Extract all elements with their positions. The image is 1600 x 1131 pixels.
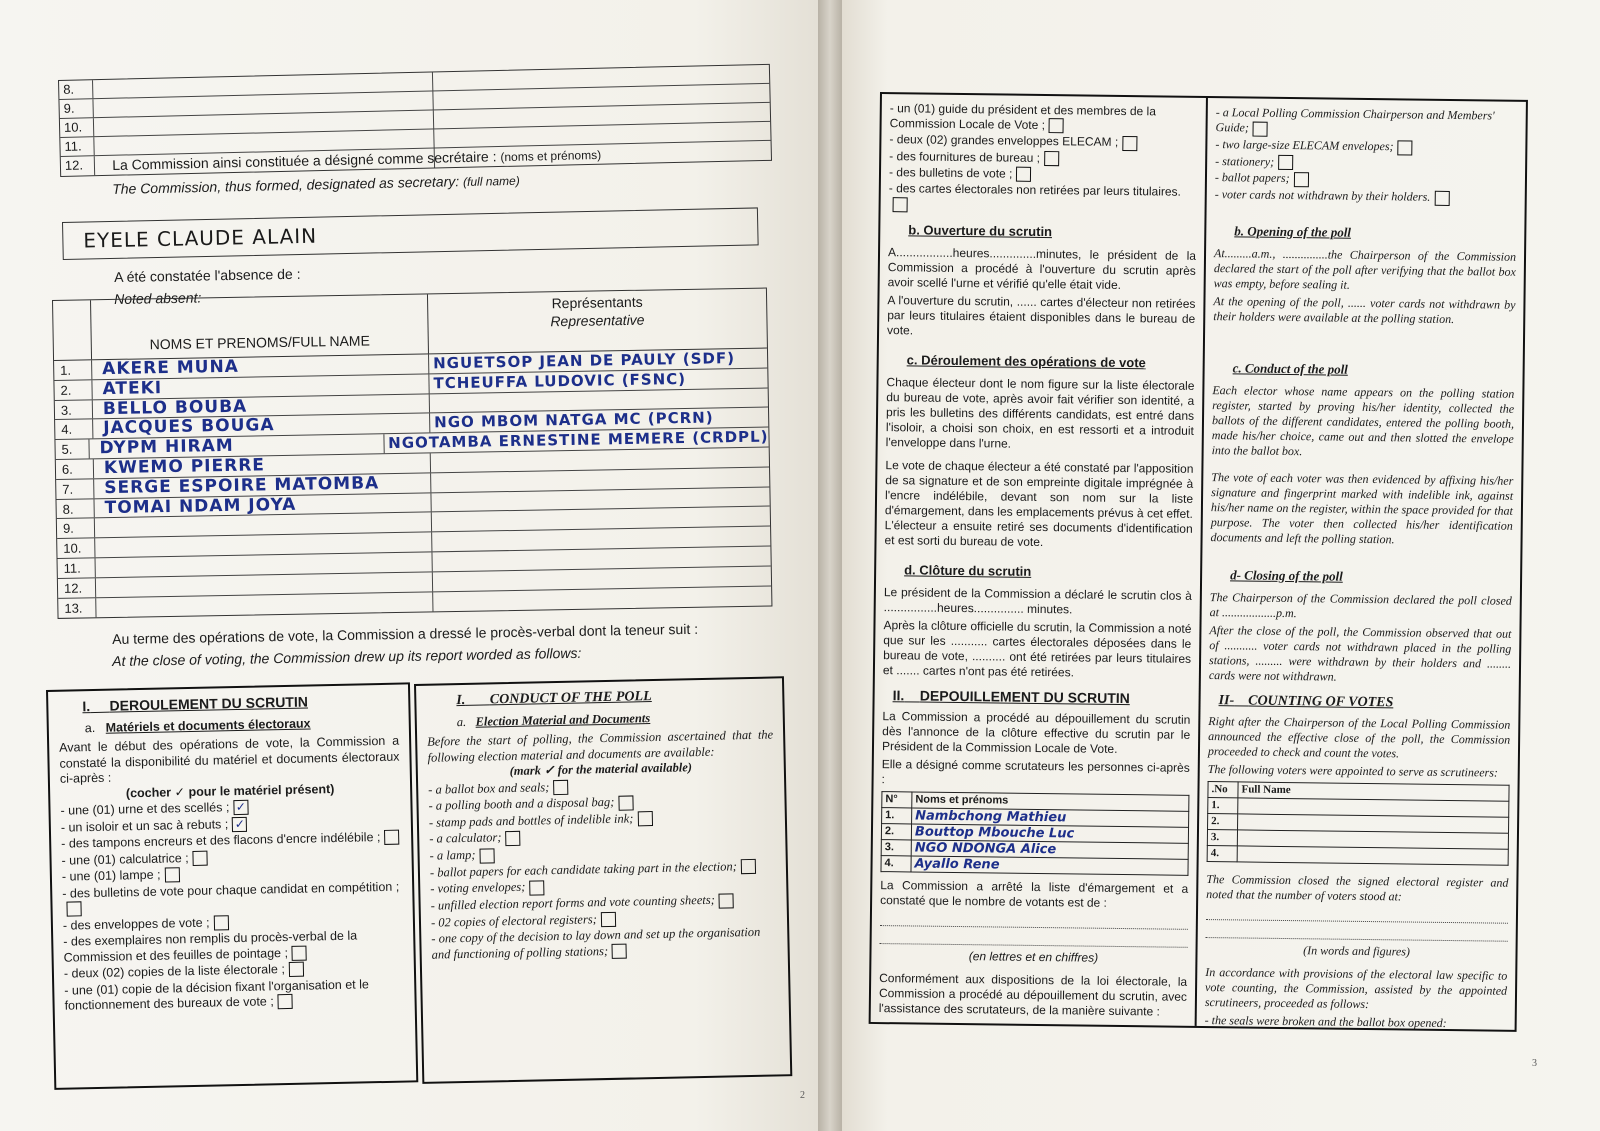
section-title-fr: I. DEROULEMENT DU SCRUTIN	[82, 693, 309, 715]
row-number: 11.	[60, 137, 94, 156]
right-page	[842, 0, 1600, 1131]
material-item-label: - a Local Polling Commission Chairperson and Members' Guide;	[1215, 105, 1495, 135]
opening-p1-en: At.........a.m., ...............the Chairperson of the Commission declared the start of the poll after verifying that the ballot box was empty, before sealing it.	[1213, 245, 1517, 292]
material-checkbox[interactable]	[289, 962, 304, 977]
scr-head-num-en: .No	[1208, 781, 1238, 797]
scrutineer-name: Bouttop Mbouche Luc	[911, 824, 1188, 843]
absent-name: DYPM HIRAM	[89, 434, 384, 458]
counting-p3-fr: La Commission a arrêté la liste d'émargement et a constaté que le nombre de votants est de :	[880, 877, 1189, 910]
row-number: 8.	[59, 80, 93, 99]
closing-title-fr: d. Clôture du scrutin	[904, 561, 1032, 579]
closing-title-en: d- Closing of the poll	[1230, 567, 1343, 584]
scrutineer-name: Nambchong Mathieu	[912, 808, 1189, 827]
secretary-label-fr: La Commission ainsi constituée a désigné comme secrétaire : (noms et prénoms)	[112, 147, 602, 173]
counting-p4-fr: Conformément aux dispositions de la loi électorale, la Commission a procédé au dépouillement du scrutin, avec l'assistance des scrutateurs, de la manière suivante :	[878, 970, 1188, 1019]
right-column-fr	[871, 94, 1208, 1026]
material-item-label: - voting envelopes;	[430, 879, 526, 896]
row-number: 12.	[61, 156, 95, 176]
absent-row-number: 11.	[58, 558, 96, 577]
absent-row-number: 8.	[56, 499, 94, 518]
absent-name: SERGE ESPOIRE MATOMBA	[94, 473, 431, 498]
report-intro-en: At the close of voting, the Commission drew up its report worded as follows:	[112, 644, 582, 669]
scrutineer-number: 1.	[882, 807, 912, 823]
material-checkbox[interactable]: ✓	[232, 817, 247, 832]
material-item-label: - two large-size ELECAM envelopes;	[1215, 136, 1394, 154]
voting-p1-fr: Chaque électeur dont le nom figure sur la liste électorale du bureau de vote, après avoir fait vérifier son identité, a pris les bulletins des différents candidats, est entré dans l'isoloir, a choisi son choix, en est ressorti et a introduit l'enveloppe dans l'urne.	[885, 374, 1195, 451]
material-item-label: - des enveloppes de vote ;	[62, 915, 210, 933]
scrutineer-row	[1207, 845, 1508, 865]
absent-representative: NGUETSOP JEAN DE PAULY (SDF)	[433, 349, 736, 373]
material-item	[889, 181, 1197, 215]
absent-row-number: 4.	[55, 420, 93, 439]
absent-name: AKERE MUNA	[92, 354, 429, 379]
opening-p2-en: At the opening of the poll, ...... voter cards not withdrawn by their holders were available at the polling station.	[1213, 293, 1516, 326]
material-checkbox[interactable]	[1122, 136, 1137, 151]
material-item-label: - a polling booth and a disposal bag;	[428, 794, 615, 813]
material-item-label: - des cartes électorales non retirées par leurs titulaires.	[888, 181, 1182, 199]
material-item-label: - une (01) lampe ;	[61, 867, 161, 884]
absent-representative: NGO MBOM NATGA MC (PCRN)	[434, 408, 714, 432]
material-checkbox[interactable]	[1397, 140, 1412, 155]
material-checkbox[interactable]	[164, 867, 179, 882]
scrutineer-row	[881, 855, 1188, 875]
material-item-label: - deux (02) grandes enveloppes ELECAM ;	[889, 132, 1119, 150]
absent-name: KWEMO PIERRE	[94, 453, 431, 478]
scr-head-num-fr: N°	[882, 791, 912, 807]
absent-label-fr: A été constatée l'absence de :	[114, 265, 301, 285]
counting-p2-fr: Elle a désigné comme scrutateurs les personnes ci-après :	[881, 756, 1190, 786]
material-item-label: - ballot papers for each candidate taking part in the election;	[429, 858, 737, 880]
material-item-label: - stationery;	[1215, 153, 1275, 169]
scrutineer-number: 1.	[1208, 797, 1238, 813]
right-column-en	[1197, 98, 1526, 1030]
header-full-name: NOMS ET PRENOMS/FULL NAME	[91, 294, 429, 359]
section-conduct-fr	[46, 682, 418, 1090]
subsection-title-fr: a. Matériels et documents électoraux	[84, 715, 311, 735]
subsection-title-en: a. Election Material and Documents	[456, 710, 651, 729]
materials-intro-fr: Avant le début des opérations de vote, la Commission a constaté la disponibilité du matériel et documents électoraux ci-après :	[59, 733, 400, 786]
row-number: 10.	[60, 118, 94, 137]
book-gutter	[818, 0, 842, 1131]
material-item-label: - des tampons encreurs et des flacons d'encre indélébile ;	[61, 830, 381, 851]
material-checkbox[interactable]	[529, 880, 544, 895]
absent-representative: TCHEUFFA LUDOVIC (FSNC)	[433, 369, 687, 393]
opening-title-fr: b. Ouverture du scrutin	[908, 221, 1053, 239]
material-checkbox[interactable]	[1278, 155, 1293, 170]
material-item	[431, 925, 778, 963]
opening-p2-fr: A l'ouverture du scrutin, ...... cartes d'électeur non retirées par leurs titulaires étaient disponibles dans le bureau de vote.	[887, 292, 1196, 338]
material-checkbox[interactable]	[553, 780, 568, 795]
secretary-name: EYELE CLAUDE ALAIN	[83, 223, 318, 253]
material-checkbox[interactable]	[741, 859, 756, 874]
counting-p2-en: The following voters were appointed to serve as scrutineers:	[1207, 761, 1499, 780]
material-checkbox[interactable]	[384, 830, 399, 845]
absent-row-number: 9.	[57, 519, 95, 538]
conduct-title-en: c. Conduct of the poll	[1232, 360, 1348, 377]
material-item-label: - un isoloir et un sac à rebuts ;	[60, 816, 229, 835]
scrutineer-number: 2.	[1208, 813, 1238, 829]
counting-title-en: II- COUNTING OF VOTES	[1218, 692, 1394, 711]
row-number: 9.	[59, 99, 93, 118]
material-checkbox[interactable]	[1044, 151, 1059, 166]
material-item-label: - a lamp;	[429, 847, 476, 863]
page-number-right: 3	[1532, 1058, 1537, 1069]
absent-row-number: 5.	[55, 440, 89, 459]
material-item	[1215, 187, 1517, 206]
absent-representative: NGOTAMBA ERNESTINE MEMERE (CRDPL)	[388, 427, 769, 453]
counting-p5-en: - the seals were broken and the ballot box opened:	[1204, 1012, 1447, 1030]
material-item	[1215, 105, 1517, 139]
header-representative: Représentants Representative	[550, 293, 645, 330]
material-checkbox[interactable]	[66, 902, 81, 917]
material-checkbox[interactable]	[1434, 191, 1449, 206]
counting-p3-en: The Commission closed the signed electoral register and noted that the number of voters stood at:	[1206, 871, 1509, 904]
absent-row-number: 13.	[58, 598, 96, 618]
absent-table	[52, 288, 772, 620]
material-item-label: - des bulletins de vote ;	[888, 165, 1013, 181]
material-item-label: - unfilled election report forms and vote counting sheets;	[430, 892, 715, 913]
material-item-label: - un (01) guide du président et des membres de la Commission Locale de Vote ;	[889, 101, 1157, 133]
material-item-label: - a ballot box and seals;	[428, 779, 550, 797]
material-item	[890, 101, 1198, 135]
conduct-p1-en: Each elector whose name appears on the polling station register, started by proving his/her identity, collected the ballots of the different candidates, entered the polling booth, made his/her choice, came out and then slotted the envelope into the ballot box.	[1211, 382, 1515, 458]
material-checkbox[interactable]	[292, 945, 307, 960]
absent-row-number: 3.	[55, 400, 93, 419]
opening-p1-fr: A.................heures..............minutes, le président de la Commission a procédé à l'ouverture du scrutin après avoir scellé l'urne et vérifié qu'elle était vide.	[887, 244, 1197, 292]
absent-name: JACQUES BOUGA	[93, 414, 430, 439]
counting-p1-fr: La Commission a procédé au dépouillement du scrutin dès l'annonce de la clôture effective du scrutin par le Président de la Commission Locale de Vote.	[881, 708, 1191, 756]
material-item-label: - stamp pads and bottles of indelible ink;	[428, 811, 634, 830]
absent-label-en: Noted absent:	[114, 289, 202, 307]
conduct-p2-en: The vote of each voter was then evidenced by affixing his/her signature and fingerprint marked with indelible ink, against his/her name on the register, within the space provided for that purpose. The voter then collected his/her identification documents and left the polling station.	[1210, 469, 1514, 547]
counting-p4-en: In accordance with provisions of the electoral law specific to vote counting, the Commission, assisted by the appointed scrutineers, proceeded as follows:	[1204, 964, 1508, 1011]
absent-row-number: 7.	[56, 479, 94, 498]
material-checkbox[interactable]	[505, 831, 520, 846]
words-figures-en: (In words and figures)	[1303, 942, 1411, 959]
scrutineer-number: 4.	[1207, 845, 1237, 861]
secretary-label-en: The Commission, thus formed, designated as secretary: (full name)	[112, 173, 520, 197]
material-checkbox[interactable]	[278, 994, 293, 1009]
material-item-label: - deux (02) copies de la liste électorale ;	[63, 962, 285, 981]
closing-p2-en: After the close of the poll, the Commission observed that out of ........... voter cards not withdrawn placed in the polling stations, ......... were withdrawn by their holders and ........ cards were not withdrawn.	[1208, 622, 1512, 684]
material-item-label: - des exemplaires non remplis du procès-verbal de la Commission et des feuilles de pointage ;	[63, 928, 358, 965]
scrutineer-number: 4.	[881, 855, 911, 871]
material-checkbox[interactable]	[1049, 118, 1064, 133]
counting-p1-en: Right after the Chairperson of the Local Polling Commission announced the effective close of the poll, the Commission proceeded to check and count the votes.	[1207, 713, 1511, 761]
material-checkbox[interactable]	[893, 197, 908, 212]
material-item-label: - une (01) calculatrice ;	[61, 850, 189, 868]
material-checkbox[interactable]	[618, 795, 633, 810]
scrutineer-number: 2.	[881, 823, 911, 839]
scrutineer-table-fr	[880, 791, 1189, 876]
absent-row-number: 2.	[54, 380, 92, 399]
material-checkbox[interactable]	[1294, 172, 1309, 187]
scrutineer-name: NGO NDONGA Alice	[911, 840, 1188, 859]
materials-intro-en: Before the start of polling, the Commission ascertained that the following election material and documents are available:	[427, 727, 774, 765]
absent-row-number: 1.	[54, 360, 92, 379]
counting-title-fr: II. DEPOUILLEMENT DU SCRUTIN	[892, 686, 1130, 706]
section-title-en: I. CONDUCT OF THE POLL	[456, 689, 652, 709]
voting-title-fr: c. Déroulement des opérations de vote	[906, 351, 1146, 370]
material-checkbox[interactable]	[1016, 167, 1031, 182]
material-item-label: - des bulletins de vote pour chaque candidat en compétition ;	[62, 879, 400, 901]
material-checkbox[interactable]	[1253, 121, 1268, 136]
voting-p2-fr: Le vote de chaque électeur a été constaté par l'apposition de sa signature et de son empreinte digitale imprégnée à l'encre indélébile, devant son nom sur la liste d'émargement, dans les emplacements prévus à cet effet. L'électeur a ensuite retiré ses documents d'identification et est sorti du bureau de vote.	[884, 457, 1194, 549]
material-item-label: - des fournitures de bureau ;	[889, 148, 1041, 165]
absent-name: BELLO BOUBA	[93, 394, 430, 419]
scrutineer-table-en	[1207, 781, 1510, 866]
opening-title-en: b. Opening of the poll	[1234, 223, 1352, 240]
material-checkbox[interactable]	[719, 893, 734, 908]
absent-name: ATEKI	[92, 374, 429, 399]
scrutineer-name	[1237, 846, 1508, 865]
absent-name: TOMAI NDAM JOYA	[94, 493, 431, 518]
mark-instruction-fr: (cocher ✓ pour le matériel présent)	[125, 781, 335, 800]
scrutineer-name: Ayallo Rene	[911, 856, 1188, 875]
section-conduct-en	[414, 676, 792, 1084]
material-item-label: - one copy of the decision to lay down and set up the organisation and functioning of polling stations;	[431, 924, 761, 962]
absent-row-number: 12.	[58, 578, 96, 597]
material-item-label: - une (01) urne et des scellés ;	[60, 800, 230, 818]
material-item-label: - 02 copies of electoral registers;	[430, 911, 597, 930]
closing-p1-fr: Le président de la Commission a déclaré le scrutin clos à ................heures............... minutes.	[883, 584, 1192, 617]
material-item-label: - voter cards not withdrawn by their holders.	[1214, 187, 1431, 204]
scr-head-name-fr: Noms et prénoms	[912, 792, 1189, 811]
material-checkbox[interactable]	[479, 848, 494, 863]
right-page-frame	[869, 92, 1528, 1032]
material-item-label: - une (01) copie de la décision fixant l'organisation et le fonctionnement des bureaux de vote ;	[64, 976, 370, 1013]
material-checkbox[interactable]	[612, 944, 627, 959]
scr-head-name-en: Full Name	[1238, 782, 1509, 801]
mark-instruction-en: (mark ✓ for the material available)	[509, 760, 693, 779]
material-checkbox[interactable]	[193, 850, 208, 865]
material-item-label: - a calculator;	[429, 830, 502, 847]
scrutineer-number: 3.	[881, 839, 911, 855]
material-item	[64, 976, 405, 1014]
material-checkbox[interactable]	[601, 912, 616, 927]
absent-row-number: 6.	[56, 459, 94, 478]
material-item-label: - ballot papers;	[1214, 170, 1290, 186]
report-intro-fr: Au terme des opérations de vote, la Commission a dressé le procès-verbal dont la teneur suit :	[112, 620, 699, 647]
material-checkbox[interactable]	[637, 811, 652, 826]
material-checkbox[interactable]: ✓	[233, 800, 248, 815]
words-figures-fr: (en lettres et en chiffres)	[968, 948, 1099, 965]
scrutineer-number: 3.	[1207, 829, 1237, 845]
page-number-left: 2	[800, 1090, 805, 1101]
absent-row-number: 10.	[57, 538, 95, 557]
material-checkbox[interactable]	[213, 915, 228, 930]
closing-p2-fr: Après la clôture officielle du scrutin, la Commission a noté que sur les ........... cartes électorales déposées dans le bureau de vote, .......... ont été retirées par leurs titulaires et ....... cartes n'ont pas été retirées.	[882, 617, 1192, 680]
closing-p1-en: The Chairperson of the Commission declared the poll closed at ..................p.m.	[1209, 589, 1512, 620]
secretary-name-box	[62, 207, 759, 260]
